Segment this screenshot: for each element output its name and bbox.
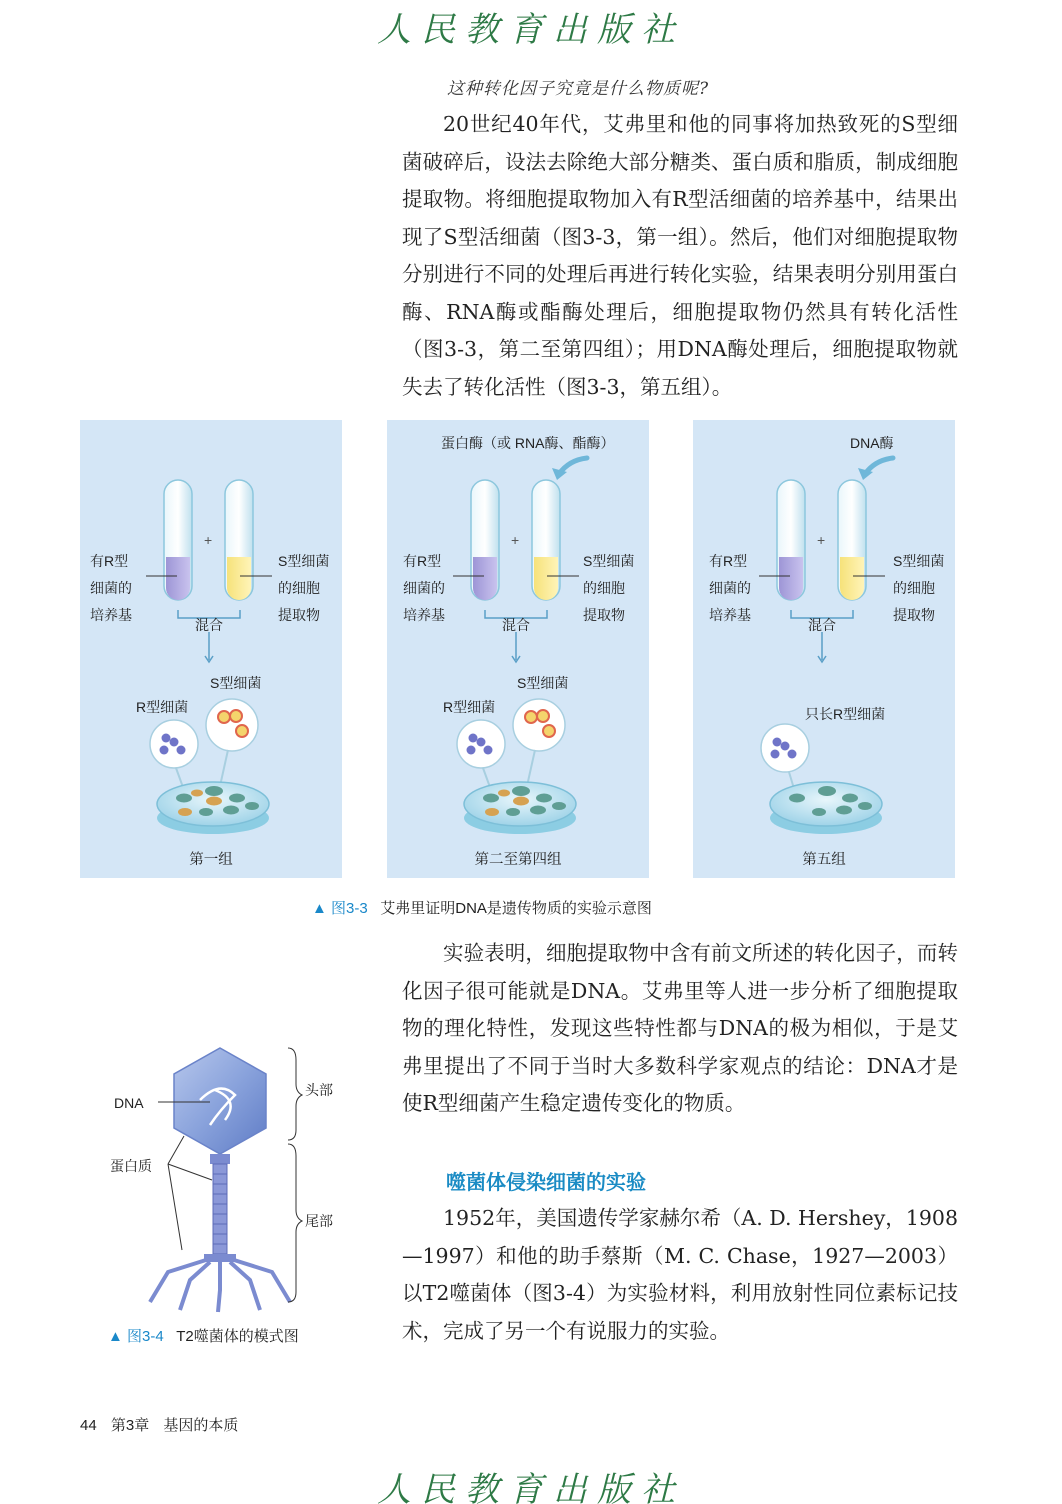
panel3-illustration bbox=[693, 420, 955, 878]
left-label: 有R型 细菌的 培养基 bbox=[709, 553, 751, 623]
right-label: S型细菌 的细胞 提取物 bbox=[893, 553, 945, 623]
figure-panel-group5 bbox=[693, 420, 955, 878]
figure-3-3-caption bbox=[312, 897, 652, 918]
mix-label: 混合 bbox=[502, 617, 530, 633]
enzyme-label: 蛋白酶（或 RNA酶、酯酶） bbox=[441, 435, 615, 451]
r-bacteria-label: R型细菌 bbox=[443, 699, 496, 715]
s-bacteria-label: S型细菌 bbox=[517, 675, 569, 691]
paragraph-avery-experiment: 20世纪40年代，艾弗里和他的同事将加热致死的S型细菌破碎后，设法去除绝大部分糖类、蛋白质和脂质，制成细胞提取物。将细胞提取物加入有R型活细菌的培养基中，结果出现了S型活细菌（图3-3，第一组）。然后，他们对细胞提取物分别进行不同的处理后再进行转化实验，结果表明分别用蛋白酶、RNA酶或酯酶处理后，细胞提取物仍然具有转化活性（图3-3，第二至第四组）；用DNA酶处理后，细胞提取物就失去了转化活性（图3-3，第五组）。 bbox=[402, 112, 958, 399]
mix-label: 混合 bbox=[808, 617, 836, 633]
plus-sign: + bbox=[511, 532, 520, 548]
figure-3-4-caption bbox=[108, 1325, 299, 1346]
plus-sign: + bbox=[817, 532, 826, 548]
chapter-title: 基因的本质 bbox=[163, 1417, 239, 1434]
group2-label: 第二至第四组 bbox=[474, 852, 562, 868]
only-r-label: 只长R型细菌 bbox=[805, 706, 886, 722]
left-label: 有R型 细菌的 培养基 bbox=[90, 553, 132, 623]
phage-tail-fibers bbox=[150, 1260, 290, 1312]
tail-label: 尾部 bbox=[305, 1213, 333, 1229]
page-footer bbox=[80, 1414, 248, 1435]
panel1-illustration bbox=[80, 420, 342, 878]
left-label: 有R型 细菌的 培养基 bbox=[403, 553, 445, 623]
caption-text: T2噬菌体的模式图 bbox=[176, 1328, 299, 1345]
group1-label: 第一组 bbox=[189, 852, 233, 868]
chapter-number: 第3章 bbox=[110, 1417, 150, 1434]
right-label: S型细菌 的细胞 提取物 bbox=[278, 553, 330, 623]
caption-number: 图3-3 bbox=[331, 900, 368, 917]
r-bacteria-label: R型细菌 bbox=[136, 699, 189, 715]
figure-panel-group2-4 bbox=[387, 420, 649, 878]
caption-text: 艾弗里证明DNA是遗传物质的实验示意图 bbox=[380, 900, 652, 917]
s-bacteria-label: S型细菌 bbox=[210, 675, 262, 691]
caption-triangle-icon: ▲ bbox=[108, 1328, 123, 1345]
section-heading: 噬菌体侵染细菌的实验 bbox=[446, 1172, 646, 1194]
protein-label: 蛋白质 bbox=[110, 1158, 152, 1174]
phage-tail-sheath bbox=[213, 1164, 227, 1254]
s-bacteria-bubble bbox=[206, 699, 258, 751]
phage-head bbox=[174, 1048, 266, 1154]
panel2-illustration bbox=[387, 420, 649, 878]
plus-sign: + bbox=[204, 532, 213, 548]
publisher-logo-top: 人民教育出版社 bbox=[377, 10, 685, 50]
s-extract-liquid bbox=[227, 557, 251, 600]
question-text: 这种转化因子究竟是什么物质呢? bbox=[447, 79, 710, 99]
r-culture-medium bbox=[166, 557, 190, 600]
publisher-logo-bottom: 人民教育出版社 bbox=[377, 1470, 685, 1504]
page-number: 44 bbox=[80, 1417, 97, 1434]
right-label: S型细菌 的细胞 提取物 bbox=[583, 553, 635, 623]
figure-panel-group1 bbox=[80, 420, 342, 878]
group5-label: 第五组 bbox=[802, 852, 846, 868]
caption-number: 图3-4 bbox=[127, 1328, 164, 1345]
dna-label: DNA bbox=[114, 1095, 144, 1111]
caption-triangle-icon: ▲ bbox=[312, 900, 327, 917]
paragraph-hershey-chase: 1952年，美国遗传学家赫尔希（A. D. Hershey，1908—1997）和他的助手蔡斯（M. C. Chase，1927—2003）以T2噬菌体（图3-4）为实验材料，利用放射性同位素标记技术，完成了另一个有说服力的实验。 bbox=[402, 1206, 958, 1343]
mix-label: 混合 bbox=[195, 617, 223, 633]
paragraph-conclusion: 实验表明，细胞提取物中含有前文所述的转化因子，而转化因子很可能就是DNA。艾弗里等人进一步分析了细胞提取物的理化特性，发现这些特性都与DNA的极为相似，于是艾弗里提出了不同于当时大多数科学家观点的结论：DNA才是使R型细菌产生稳定遗传变化的物质。 bbox=[402, 941, 958, 1115]
head-label: 头部 bbox=[305, 1082, 333, 1098]
dnase-label: DNA酶 bbox=[850, 435, 894, 451]
